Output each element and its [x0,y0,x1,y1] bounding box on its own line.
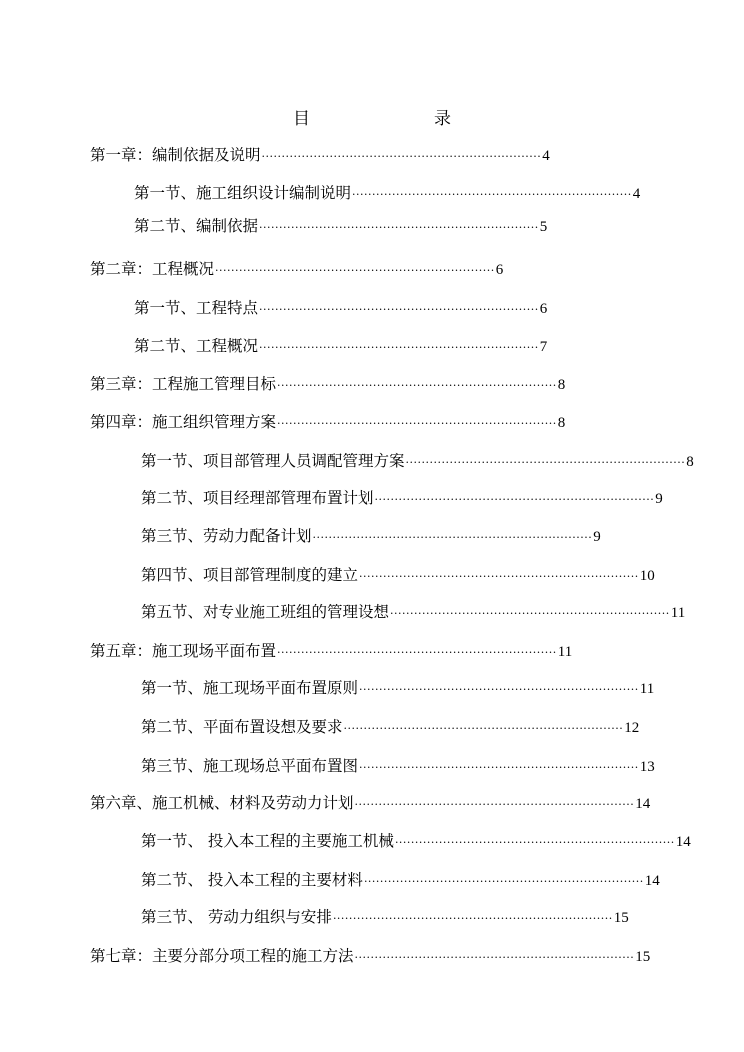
leader-dots: ······································································ [359,761,639,774]
toc-entry-page: 12 [624,720,640,736]
leader-dots: ······································································ [277,417,557,430]
toc-entry-label: 第五节、对专业施工班组的管理设想 [141,603,390,621]
toc-entry-label: 第一节、施工组织设计编制说明 [134,184,352,202]
leader-dots: ······································································ [277,379,557,392]
toc-entry[interactable] [141,488,663,510]
toc-entry-label: 第三节、劳动力配备计划 [141,527,312,545]
leader-dots: ······································································ [359,683,639,696]
leader-dots: ······································································ [259,221,539,234]
toc-entry[interactable] [90,641,573,663]
toc-entry-page: 6 [495,262,504,278]
toc-entry-label: 第二章：工程概况 [90,260,215,278]
leader-dots: ······································································ [405,456,686,469]
leader-dots: ······································································ [343,722,624,735]
toc-entry[interactable] [134,336,548,358]
toc-entry[interactable] [134,183,641,205]
toc-entry-label: 第三章：工程施工管理目标 [90,375,277,393]
toc-entry[interactable] [90,374,566,396]
leader-dots: ······································································ [259,341,539,354]
toc-entry-page: 9 [655,491,663,507]
toc-entry-page: 6 [539,301,548,317]
toc-entry-label: 第二节、 投入本工程的主要材料 [141,871,363,889]
toc-entry-label: 第一节、项目部管理人员调配管理方案 [141,452,405,470]
toc-entry-page: 13 [639,759,655,775]
toc-entry[interactable] [141,717,640,739]
toc-entry[interactable] [141,907,629,929]
toc-entry-page: 8 [557,377,566,393]
toc-entry[interactable] [134,216,548,238]
toc-entry-label: 第二节、平面布置设想及要求 [141,718,343,736]
toc-entry[interactable] [141,756,655,778]
leader-dots: ······································································ [363,875,644,888]
leader-dots: ······································································ [332,912,613,925]
leader-dots: ······································································ [354,951,635,964]
toc-entry[interactable] [90,412,566,434]
toc-entry[interactable] [90,145,550,167]
toc-entry[interactable] [141,678,655,700]
toc-entry-page: 11 [557,644,573,660]
toc-entry-page: 8 [686,454,694,470]
toc-entry[interactable] [90,793,651,815]
toc-entry-page: 15 [613,910,629,926]
leader-dots: ······································································ [261,150,542,163]
toc-entry[interactable] [141,451,694,473]
toc-entry-label: 第一节、施工现场平面布置原则 [141,679,359,697]
toc-entry[interactable] [141,565,655,587]
leader-dots: ······································································ [394,836,675,849]
toc-entry[interactable] [141,602,686,624]
toc-entry-label: 第三节、 劳动力组织与安排 [141,908,332,926]
leader-dots: ······································································ [354,798,635,811]
toc-entry-page: 11 [639,681,655,697]
leader-dots: ······································································ [259,303,539,316]
toc-entry-page: 5 [539,219,548,235]
toc-entry-label: 第一节、工程特点 [134,299,259,317]
toc-entry-page: 4 [542,148,550,164]
toc-entry-page: 8 [557,415,566,431]
toc-entry-label: 第六章、施工机械、材料及劳动力计划 [90,794,354,812]
toc-entry[interactable] [141,526,601,548]
toc-entry-label: 第五章：施工现场平面布置 [90,642,277,660]
leader-dots: ······································································ [277,646,557,659]
leader-dots: ······································································ [312,531,593,544]
toc-entry-label: 第一章：编制依据及说明 [90,146,261,164]
toc-entry-label: 第七章：主要分部分项工程的施工方法 [90,947,354,965]
toc-entry-label: 第三节、施工现场总平面布置图 [141,757,359,775]
leader-dots: ······································································ [352,188,632,201]
toc-entry-page: 14 [635,796,651,812]
toc-entry-label: 第二节、编制依据 [134,217,259,235]
toc-entry-label: 第二节、项目经理部管理布置计划 [141,489,374,507]
toc-entry[interactable] [90,259,504,281]
toc-entry-page: 10 [639,568,655,584]
toc-entry[interactable] [90,946,651,968]
toc-entry-label: 第四节、项目部管理制度的建立 [141,566,359,584]
toc-entry-page: 9 [593,529,601,545]
toc-entry[interactable] [141,831,691,853]
toc-entry-page: 15 [635,949,651,965]
toc-entry[interactable] [134,298,548,320]
toc-entry[interactable] [141,870,660,892]
toc-entry-page: 11 [670,605,686,621]
toc-title: 目 录 [293,109,481,129]
toc-entry-label: 第二节、工程概况 [134,337,259,355]
leader-dots: ······································································ [390,607,670,620]
toc-entry-page: 14 [644,873,660,889]
toc-entry-label: 第一节、 投入本工程的主要施工机械 [141,832,394,850]
toc-entry-page: 4 [632,186,641,202]
toc-entry-label: 第四章：施工组织管理方案 [90,413,277,431]
toc-entry-page: 14 [675,834,691,850]
leader-dots: ······································································ [215,264,495,277]
leader-dots: ······································································ [359,570,639,583]
leader-dots: ······································································ [374,493,655,506]
toc-entry-page: 7 [539,339,548,355]
